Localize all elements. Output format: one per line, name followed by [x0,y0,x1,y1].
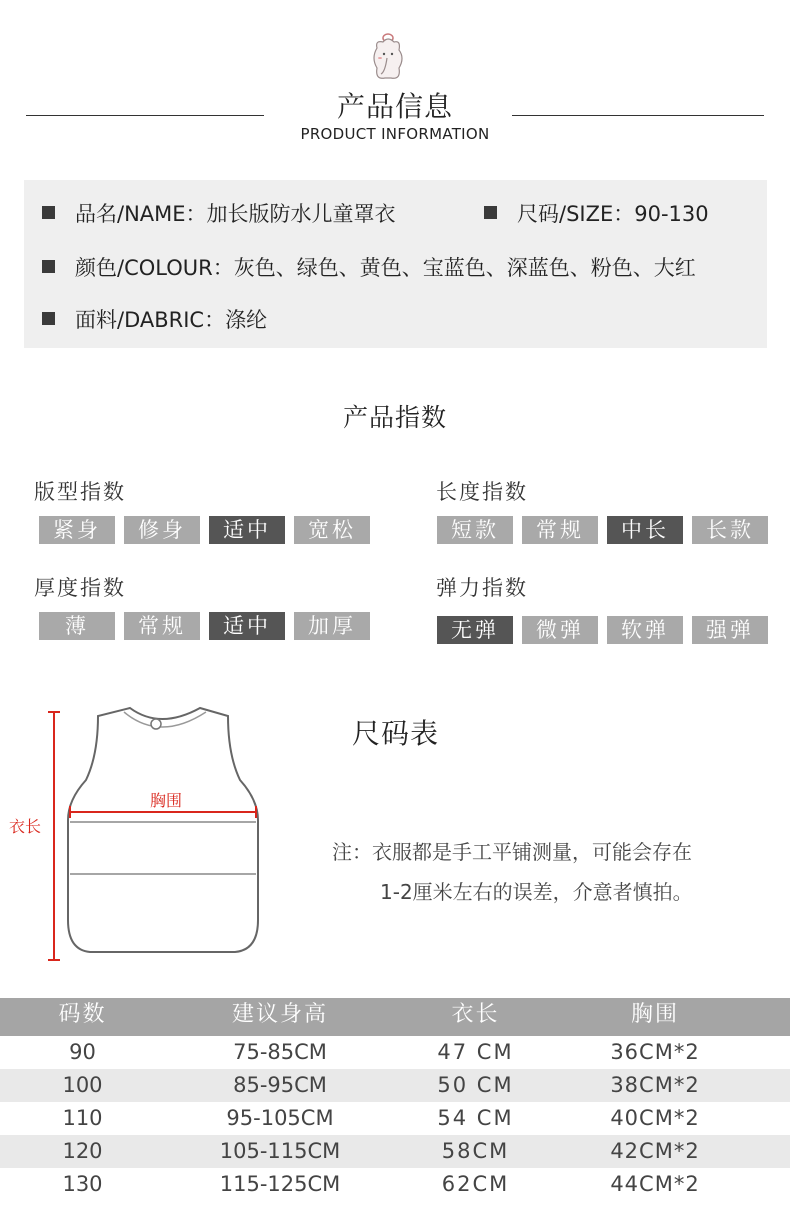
length-label: 衣长 [9,814,41,837]
elephant-logo-icon [363,28,413,84]
header-length: 衣长 [451,1002,500,1027]
cell-height: 95-105CM [226,1106,334,1130]
vest-size-diagram [20,700,290,970]
cell-chest: 38CM*2 [610,1073,700,1097]
cell-size: 130 [62,1172,103,1196]
length-index-label: 长度指数 [436,480,528,504]
elasticity-option-none: 无弹 [437,616,513,644]
cell-chest: 44CM*2 [610,1172,700,1196]
length-index-options [437,516,777,544]
cell-chest: 40CM*2 [610,1106,700,1130]
cell-height: 105-115CM [219,1139,341,1163]
table-header-row [0,998,790,1036]
thickness-option-thick: 加厚 [294,612,370,640]
cell-length: 62CM [441,1172,510,1196]
table-row [0,1036,790,1069]
cell-length: 58CM [441,1139,510,1163]
bullet-icon [42,260,55,273]
section-title-product-info: 产品信息 [336,90,453,123]
elasticity-option-soft: 软弹 [607,616,683,644]
bullet-icon [42,312,55,325]
thickness-option-thin: 薄 [39,612,115,640]
info-size: 尺码/SIZE：90-130 [484,198,709,228]
table-row [0,1102,790,1135]
cell-height: 75-85CM [233,1040,327,1064]
fit-option-regular: 适中 [209,516,285,544]
cell-height: 115-125CM [219,1172,341,1196]
elasticity-option-strong: 强弹 [692,616,768,644]
cell-length: 54 CM [437,1106,514,1130]
chest-label: 胸围 [150,791,183,810]
vest-outline [68,708,258,952]
length-option-long: 长款 [692,516,768,544]
info-fabric: 面料/DABRIC：涤纶 [42,304,267,334]
cell-size: 90 [69,1040,96,1064]
fit-option-slim: 修身 [124,516,200,544]
header-height: 建议身高 [231,1002,328,1027]
cell-length: 47 CM [437,1040,514,1064]
thickness-index-options [39,612,379,640]
info-name: 品名/NAME：加长版防水儿童罩衣 [42,198,396,228]
thickness-index-label: 厚度指数 [34,576,126,600]
fit-option-loose: 宽松 [294,516,370,544]
section-subtitle: PRODUCT INFORMATION [300,125,490,143]
section-title-indices: 产品指数 [342,403,447,432]
elasticity-option-slight: 微弹 [522,616,598,644]
size-chart-title: 尺码表 [352,717,440,750]
fit-option-tight: 紧身 [39,516,115,544]
size-table [0,998,790,1201]
cell-length: 50 CM [437,1073,514,1097]
cell-size: 110 [62,1106,103,1130]
snap-button [151,719,161,729]
bullet-icon [484,206,497,219]
cell-chest: 36CM*2 [610,1040,700,1064]
cell-chest: 42CM*2 [610,1139,700,1163]
table-row [0,1168,790,1201]
header-size: 码数 [58,1002,107,1027]
info-colour: 颜色/COLOUR：灰色、绿色、黄色、宝蓝色、深蓝色、粉色、大红 [42,252,696,282]
thickness-option-regular: 常规 [124,612,200,640]
cell-size: 100 [62,1073,103,1097]
cell-height: 85-95CM [233,1073,327,1097]
thickness-option-medium: 适中 [209,612,285,640]
fit-index-label: 版型指数 [34,480,126,504]
fit-index-options [39,516,379,544]
table-row [0,1069,790,1102]
measurement-note-line2: 1-2厘米左右的误差，介意者慎拍。 [380,880,693,904]
table-row [0,1135,790,1168]
elasticity-index-options [437,616,777,644]
bullet-icon [42,206,55,219]
cell-size: 120 [62,1139,103,1163]
length-option-regular: 常规 [522,516,598,544]
elasticity-index-label: 弹力指数 [436,576,528,600]
length-option-mid-long: 中长 [607,516,683,544]
header-chest: 胸围 [630,1002,679,1027]
measurement-note-line1: 注：衣服都是手工平铺测量，可能会存在 [332,840,692,864]
length-option-short: 短款 [437,516,513,544]
